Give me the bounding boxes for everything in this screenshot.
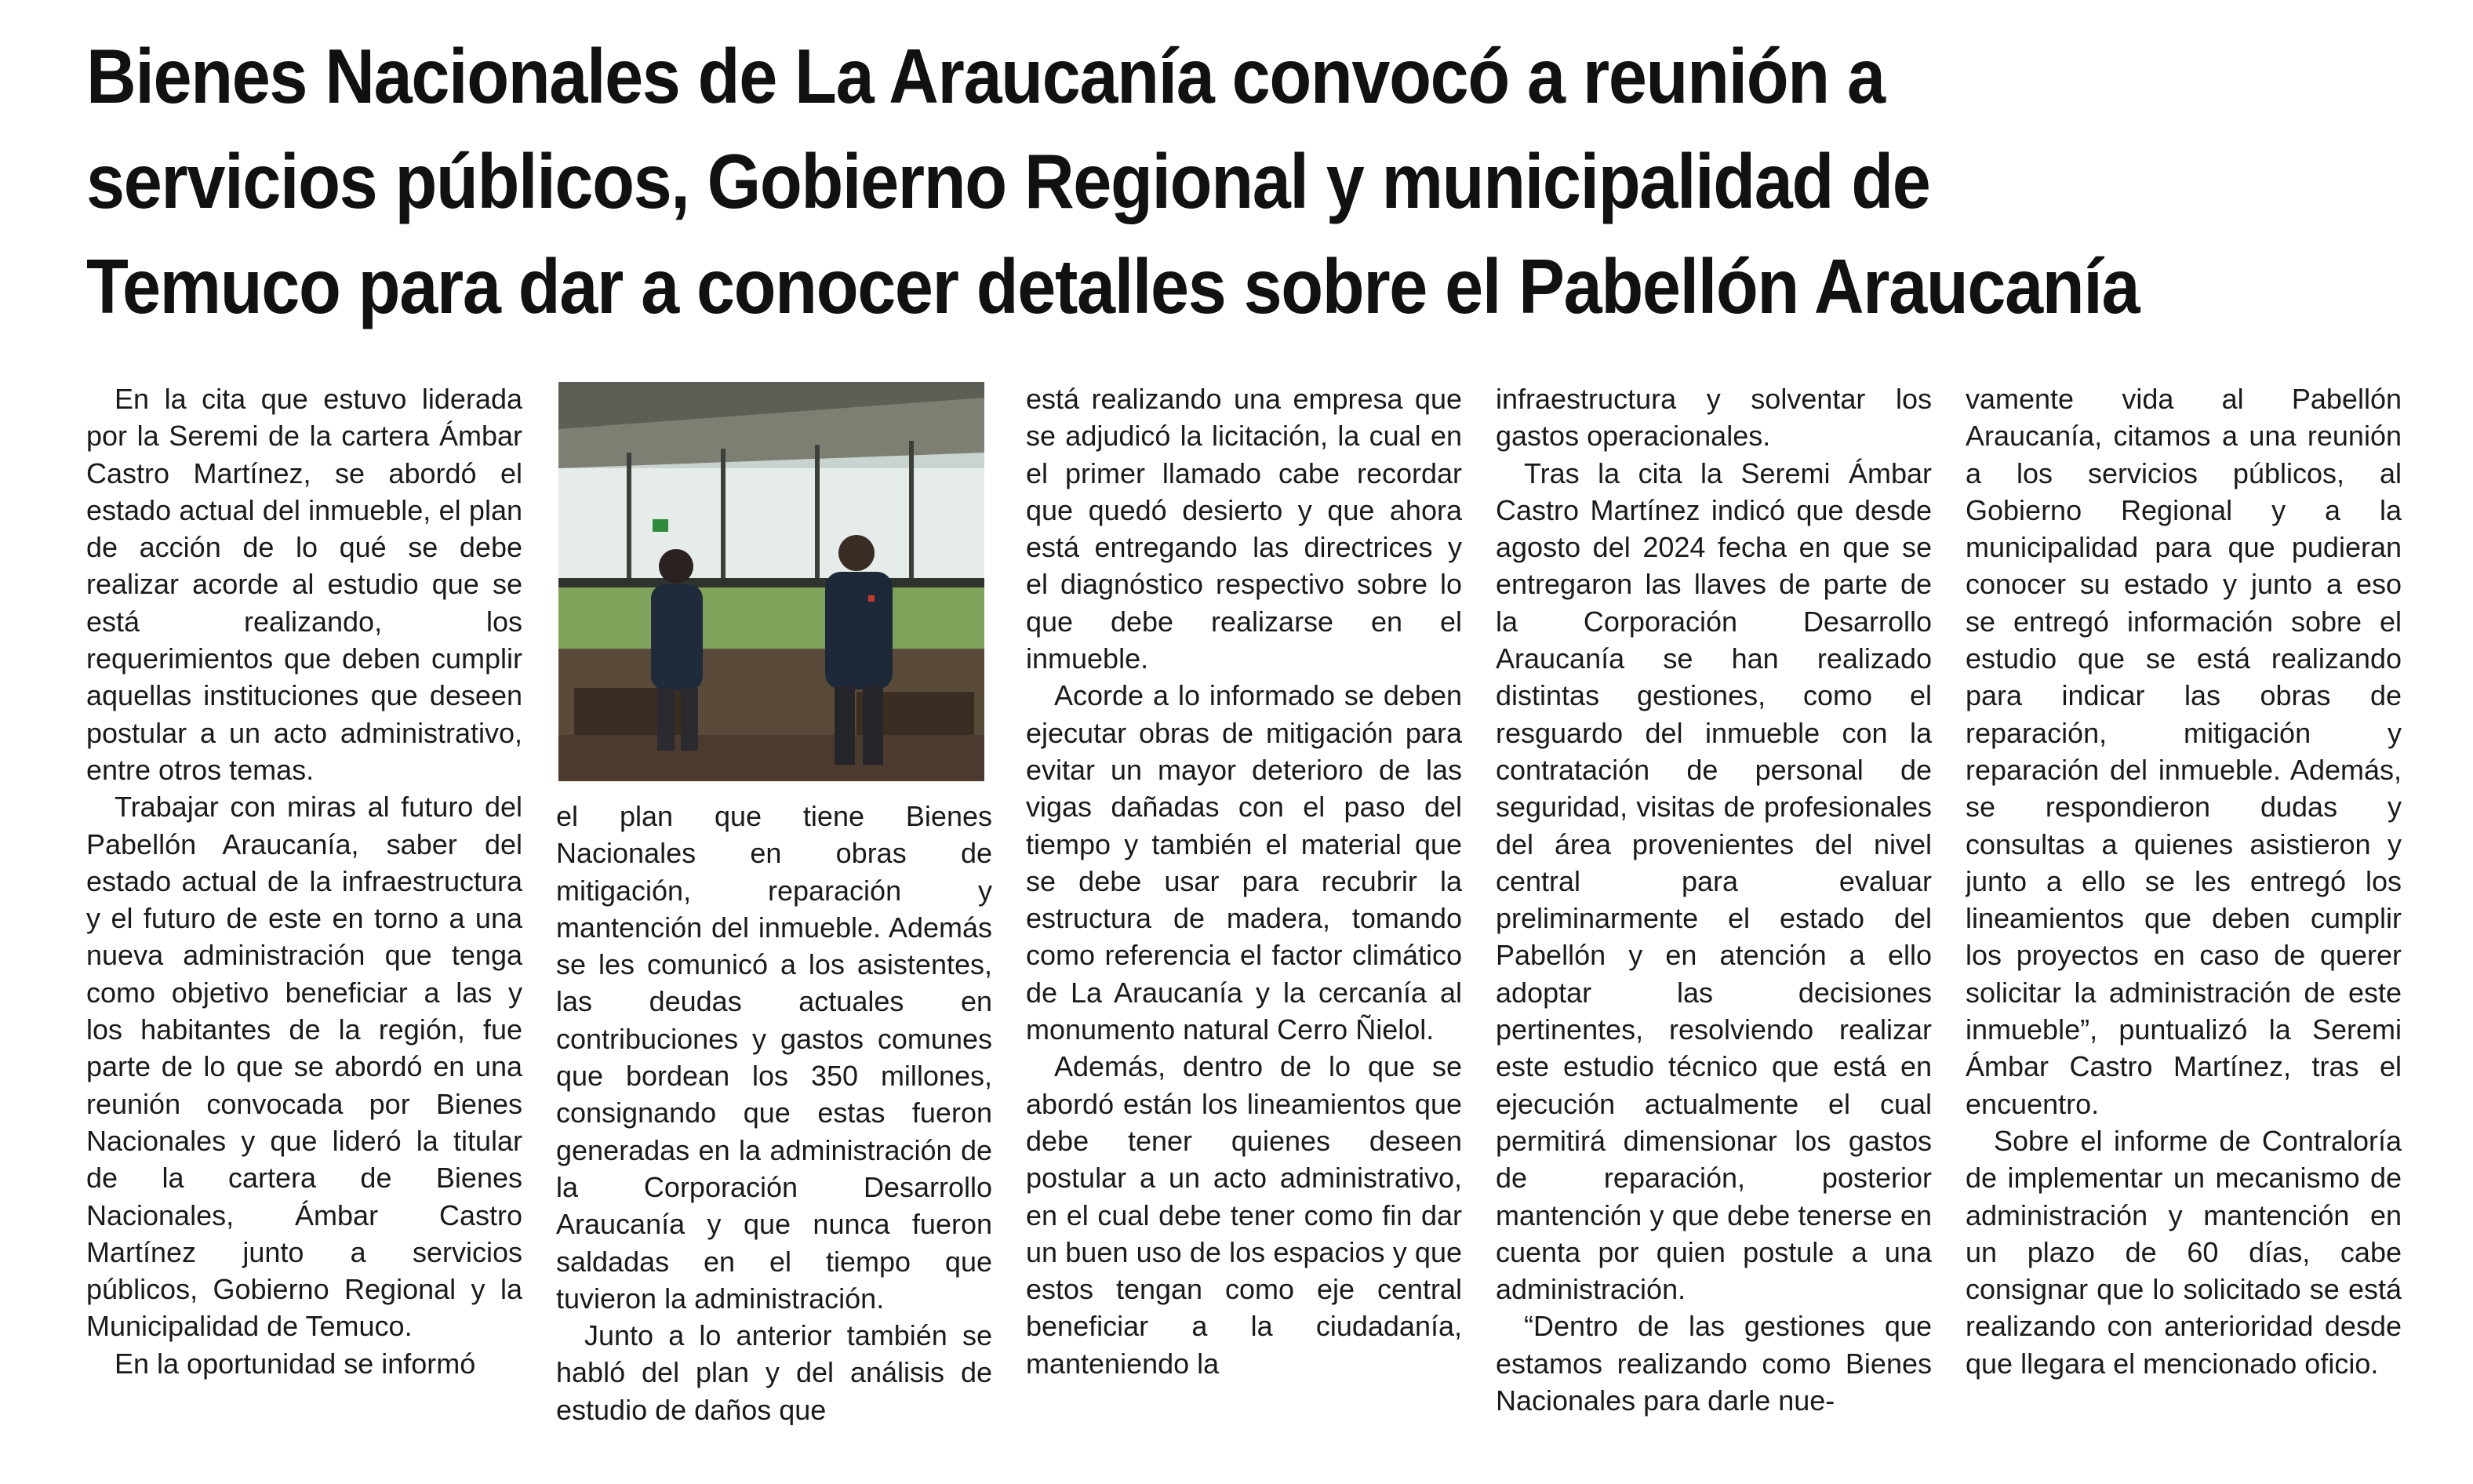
paragraph: En la oportunidad se informó: [115, 1347, 476, 1380]
photo-meeting-illustration: [558, 382, 984, 781]
article-column-2: [556, 798, 992, 1425]
paragraph: “Dentro de las gestiones que estamos realizando como Bienes Nacionales para darle nue-: [1496, 1310, 1932, 1417]
paragraph: está realizando una empresa que se adjudicó la licitación, la cual en el primer llamado cabe recordar que quedó desierto y que ahora está entregando las directrices y el diagnóstico respectivo sobre lo que debe realizarse en el inmueble.: [1026, 383, 1462, 675]
article-column-1: [86, 380, 522, 1435]
article-photo: [558, 382, 984, 781]
paragraph: Sobre el informe de Contraloría de implementar un mecanismo de administración y mantención en un plazo de 60 días, cabe consignar que lo solicitado se está realizando con anterioridad desde que llegara el mencionado oficio.: [1966, 1124, 2402, 1380]
article-column-5: [1966, 380, 2402, 1435]
paragraph: En la cita que estuvo liderada por la Seremi de la cartera Ámbar Castro Martínez, se abordó el estado actual del inmueble, el plan de acción de lo qué se debe realizar acorde al estudio que se está realizando, los requerimientos que deben cumplir aquellas instituciones que deseen postular a un acto administrativo, entre otros temas.: [86, 383, 522, 786]
article-column-3: [1026, 380, 1462, 1435]
article-column-4: [1496, 380, 1932, 1435]
article-headline: Bienes Nacionales de La Araucanía convocó a reunión a servicios públicos, Gobierno Regional y municipalidad de Temuco para dar a conocer detalles sobre el Pabellón Araucanía: [86, 33, 2140, 329]
paragraph: Trabajar con miras al futuro del Pabellón Araucanía, saber del estado actual de la infraestructura y el futuro de este en torno a una nueva administración que tenga como objetivo beneficiar a las y los habitantes de la región, fue parte de lo que se abordó en una reunión convocada por Bienes Nacionales y que lideró la titular de la cartera de Bienes Nacionales, Ámbar Castro Martínez junto a servicios públicos, Gobierno Regional y la Municipalidad de Temuco.: [86, 791, 522, 1343]
paragraph: Tras la cita la Seremi Ámbar Castro Martínez indicó que desde agosto del 2024 fecha en que se entregaron las llaves de parte de la Corporación Desarrollo Araucanía se han realizado distintas gestiones, como el resguardo del inmueble con la contratación de personal de seguridad, visitas de profesionales del área provenientes del nivel central para evaluar preliminarmente el estado del Pabellón y en atención a ello adoptar las decisiones pertinentes, resolviendo realizar este estudio técnico que está en ejecución actualmente el cual permitirá dimensionar los gastos de reparación, posterior mantención y que debe tenerse en cuenta por quien postule a una administración.: [1496, 456, 1932, 1306]
paragraph: infraestructura y solventar los gastos operacionales.: [1496, 383, 1932, 453]
paragraph: Acorde a lo informado se deben ejecutar obras de mitigación para evitar un mayor deterioro de las vigas dañadas con el paso del tiempo y también el material que se debe usar para recubrir la estructura de madera, tomando como referencia el factor climático de La Araucanía y la cercanía al monumento natural Cerro Ñielol.: [1026, 679, 1462, 1046]
paragraph: vamente vida al Pabellón Araucanía, citamos a una reunión a los servicios públicos, al Gobierno Regional y a la municipalidad para que pudieran conocer su estado y junto a eso se entregó información sobre el estudio que se está realizando para indicar las obras de reparación, mitigación y reparación del inmueble. Además, se respondieron dudas y consultas a quienes asistieron y junto a ello se les entregó los lineamientos que deben cumplir los proyectos en caso de querer solicitar la administración de este inmueble”, puntualizó la Seremi Ámbar Castro Martínez, tras el encuentro.: [1966, 383, 2402, 1120]
paragraph: el plan que tiene Bienes Nacionales en obras de mitigación, reparación y mantención del inmueble. Además se les comunicó a los asistentes, las deudas actuales en contribuciones y gastos comunes que bordean los 350 millones, consignando que estas fueron generadas en la administración de la Corporación Desarrollo Araucanía y que nunca fueron saldadas en el tiempo que tuvieron la administración.: [556, 800, 992, 1315]
paragraph: Además, dentro de lo que se abordó están los lineamientos que debe tener quienes deseen postular a un acto administrativo, en el cual debe tener como fin dar un buen uso de los espacios y que estos tengan como eje central beneficiar a la ciudadanía, manteniendo la: [1026, 1050, 1462, 1380]
paragraph: Junto a lo anterior también se habló del plan y del análisis de estudio de daños que: [556, 1319, 992, 1425]
